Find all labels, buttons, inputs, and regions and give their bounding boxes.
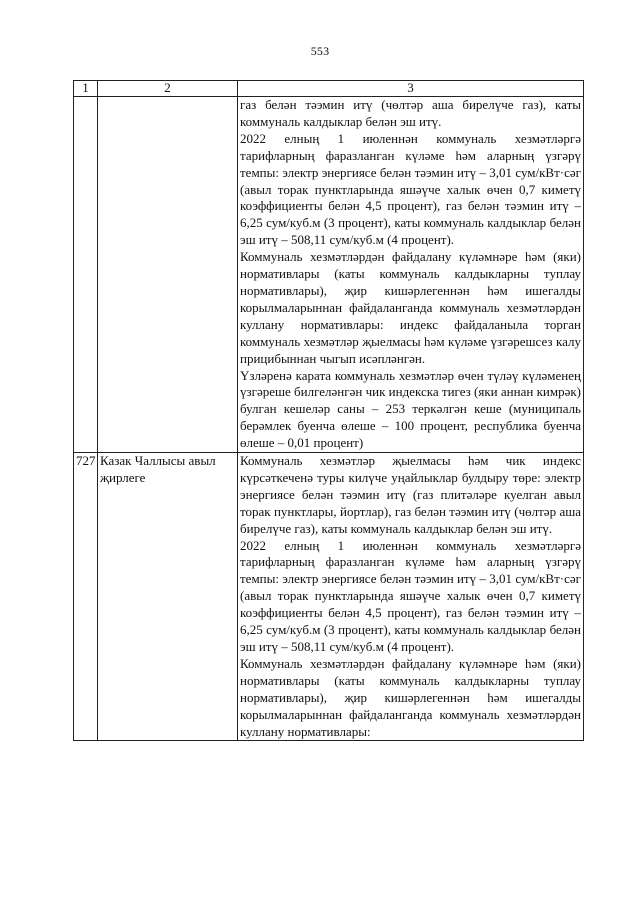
paragraph: 2022 елның 1 июленнән коммуналь хезмәтләргә тарифларның фаразланган күләме һәм аларның үзгәрү темпы: электр энергиясе белән тәэмин итү – 3,01 сум/кВт·сәг (авыл торак пунктларында яшәүче халык өчен 0,7 киметү коэффициенты белән 4,5 процент), газ белән тәэмин итү – 6,25 сум/куб.м (3 процент), каты коммуналь калдыклар белән эш итү – 508,11 сум/куб.м (4 процент). xyxy=(240,537,581,654)
table-row xyxy=(74,97,584,453)
paragraph: 2022 елның 1 июленнән коммуналь хезмәтләргә тарифларның фаразланган күләме һәм аларның үзгәрү темпы: электр энергиясе белән тәэмин итү – 3,01 сум/кВт·сәг (авыл торак пунктларында яшәүче халык өчен 0,7 киметү коэффициенты белән 4,5 процент), газ белән тәэмин итү – 6,25 сум/куб.м (3 процент), каты коммуналь калдыклар белән эш итү – 508,11 сум/куб.м (4 процент). xyxy=(240,130,581,248)
table-row xyxy=(74,453,584,741)
header-cell-2: 2 xyxy=(98,81,238,97)
header-cell-3: 3 xyxy=(238,81,584,97)
table-header-row xyxy=(74,81,584,97)
settlement-name xyxy=(98,97,238,453)
description-cell xyxy=(238,453,584,741)
page-number: 553 xyxy=(310,44,330,58)
row-number xyxy=(74,97,98,453)
row-number: 727 xyxy=(74,453,98,741)
header-cell-1: 1 xyxy=(74,81,98,97)
settlement-name: Казак Чаллысы авыл җирлеге xyxy=(98,453,238,741)
paragraph: Коммуналь хезмәтләр җыелмасы һәм чик индекс күрсәткеченә туры килүче уңайлыклар булдыру төре: электр энергиясе белән тәэмин итү (газ плитәләре куелган авыл торак пунктлары, йортлар), газ белән тәэмин итү (чөлтәр аша бирелүче газ), каты коммуналь калдыклар белән эш итү. xyxy=(240,453,581,536)
paragraph: Коммуналь хезмәтләрдән файдалану күләмнәре һәм (яки) нормативлары (каты коммуналь калдыкларны туплау нормативлары), җир кишәрлегеннән һәм ишегалды корылмаларыннан файдаланганда коммуналь хезмәтләрдән куллану нормативлары: xyxy=(240,655,581,739)
paragraph: Үзләренә карата коммуналь хезмәтләр өчен түләү күләменең үзгәреше билгеләнгән чик индекска тигез (яки аннан кимрәк) булган кешеләр саны – 253 теркәлгән кеше (муниципаль берәмлек буенча өлеше – 100 процент, республика буенча өлеше – 0,01 процент) xyxy=(240,367,581,451)
description-cell xyxy=(238,97,584,453)
paragraph: газ белән тәэмин итү (чөлтәр аша бирелүче газ), каты коммуналь калдыклар белән эш итү. xyxy=(240,97,581,129)
paragraph: Коммуналь хезмәтләрдән файдалану күләмнәре һәм (яки) нормативлары (каты коммуналь калдыкларны туплау нормативлары), җир кишәрлегеннән һәм ишегалды корылмаларыннан файдаланганда коммуналь хезмәтләрдән куллану нормативлары: индекс файдаланыла торган коммуналь хезмәтләр җыелмасы һәм күләме үзгәрешсез калу прицибыннан чыгып исәпләнгән. xyxy=(240,249,581,366)
document-table xyxy=(73,80,584,741)
